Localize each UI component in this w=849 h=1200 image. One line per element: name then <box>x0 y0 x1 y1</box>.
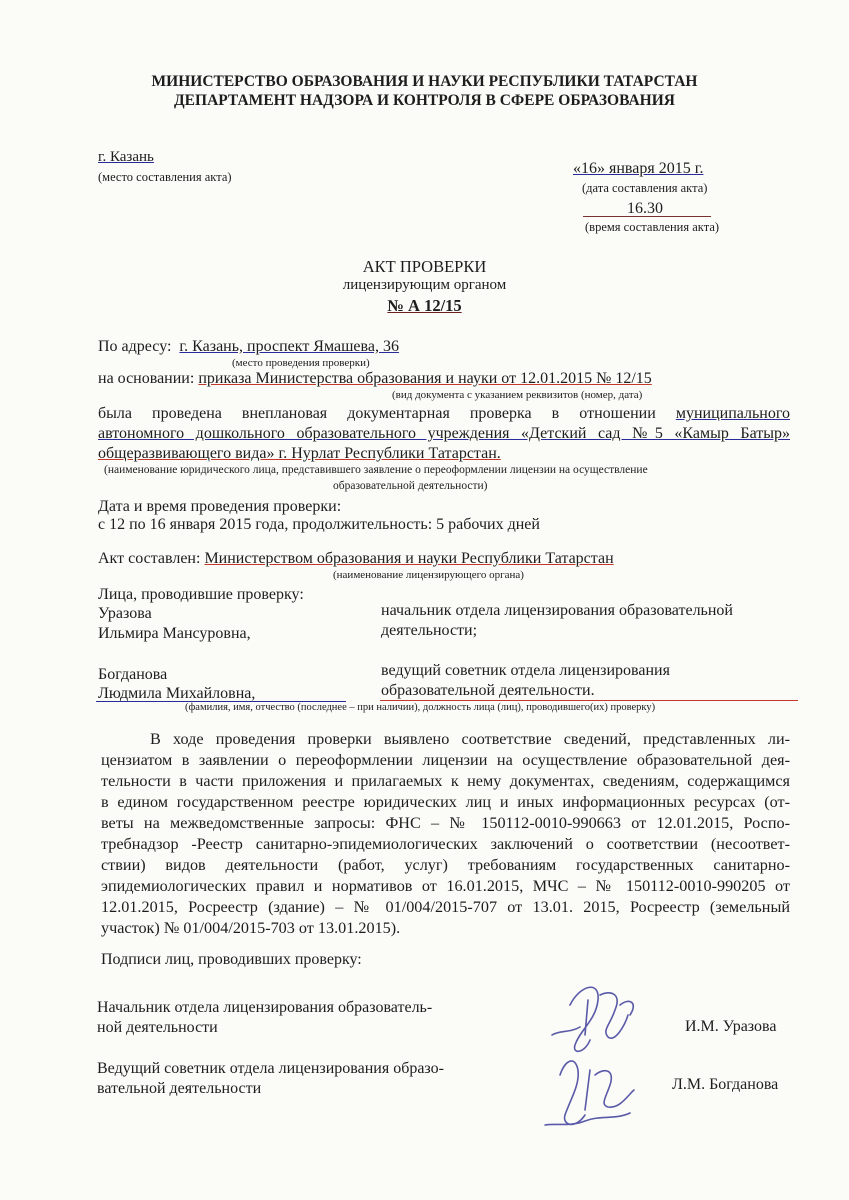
signer-1-name: И.М. Уразова <box>685 1018 777 1035</box>
time-caption: (время составления акта) <box>585 220 720 234</box>
act-number: № А 12/15 <box>387 296 462 315</box>
inspection-line-2: автономного дошкольного образовательного учреждения «Детский сад №5 «Камыр Батыр» <box>98 425 790 442</box>
handwritten-signatures <box>530 975 650 1145</box>
signer-2-name: Л.М. Богданова <box>672 1076 779 1093</box>
place-caption: (место составления акта) <box>98 170 232 184</box>
address-caption: (место проведения проверки) <box>232 357 370 369</box>
act-title: АКТ ПРОВЕРКИ <box>362 257 487 276</box>
signature-2-tail <box>545 1113 630 1125</box>
signer-1-position-2: ной деятельности <box>97 1019 218 1036</box>
act-subtitle: лицензирующим органом <box>342 277 507 293</box>
date-caption: (дата составления акта) <box>582 181 708 195</box>
person-1-position-1: начальник отдела лицензирования образовательной <box>381 602 733 619</box>
findings-line-3: тельности в части приложения и прилагаемых к нему документах, сведениям, содержащимся <box>101 772 790 790</box>
signer-1-position-1: Начальник отдела лицензирования образователь- <box>97 999 433 1016</box>
findings-line-6: требнадзор -Реестр санитарно-эпидемиологических заключений о соответствии (несоответ- <box>101 835 790 853</box>
signer-2-position-1: Ведущий советник отдела лицензирования образо- <box>97 1060 444 1077</box>
person-2-position-1: ведущий советник отдела лицензирования <box>381 662 670 679</box>
findings-line-5: веты на межведомственные запросы: ФНС – № 150112-0010-990663 от 12.01.2015, Роспо- <box>101 814 790 832</box>
signatures-label: Подписи лиц, проводивших проверку: <box>101 951 362 968</box>
findings-line-10: участок) № 01/004/2015-703 от 13.01.2015). <box>101 919 401 937</box>
findings-line-8: эпидемиологических правил и нормативов от 16.01.2015, МЧС – № 150112-0010-990205 от <box>101 877 790 895</box>
period-value: с 12 по 16 января 2015 года, продолжительность: 5 рабочих дней <box>98 516 540 533</box>
inspection-caption-2: образовательной деятельности) <box>333 480 488 492</box>
address-line: По адресу: г. Казань, проспект Ямашева, 36 <box>98 338 399 355</box>
basis-line: на основании: приказа Министерства образования и науки от 12.01.2015 № 12/15 <box>98 370 652 387</box>
basis-caption: (вид документа с указанием реквизитов (номер, дата) <box>392 389 643 401</box>
person-1-position-2: деятельности; <box>381 622 478 639</box>
date-value: «16» января 2015 г. <box>573 160 704 177</box>
findings-line-1: В ходе проведения проверки выявлено соответствие сведений, представленных ли- <box>150 730 790 748</box>
person-1-name: Ильмира Мансуровна, <box>98 625 251 642</box>
findings-line-7: ствии) видов деятельности (работ, услуг) требованиям государственных санитарно- <box>101 856 790 874</box>
time-underline <box>583 216 711 217</box>
place-value: г. Казань <box>98 149 154 165</box>
person-2-surname: Богданова <box>98 666 168 683</box>
findings-line-4: в едином государственном реестре юридических лиц и иных информационных ресурсах (от- <box>101 793 790 811</box>
persons-label: Лица, проводившие проверку: <box>98 586 304 603</box>
compiled-line: Акт составлен: Министерством образования и науки Республики Татарстан <box>98 550 614 567</box>
inspection-line-1: была проведена внеплановая документарная проверка в отношении муниципального <box>98 405 790 422</box>
department-title: ДЕПАРТАМЕНТ НАДЗОРА И КОНТРОЛЯ В СФЕРЕ ОБРАЗОВАНИЯ <box>174 92 675 109</box>
findings-line-9: 12.01.2015, Росреестр (здание) – № 01/004/2015-707 от 13.01. 2015, Росреестр (земельный <box>101 898 790 916</box>
person-2-name: Людмила Михайловна, <box>98 685 256 702</box>
person-2-position-2: образовательной деятельности. <box>381 682 595 699</box>
signature-1-stroke <box>570 987 628 1051</box>
persons-underline-right <box>380 700 798 701</box>
person-1-surname: Уразова <box>98 605 152 622</box>
time-value: 16.30 <box>627 200 663 217</box>
period-label: Дата и время проведения проверки: <box>98 498 342 515</box>
inspection-line-3: общеразвивающего вида» г. Нурлат Республики Татарстан. <box>98 445 501 462</box>
inspection-caption-1: (наименование юридического лица, представившего заявление о переоформлении лицензии на осуществление <box>104 464 648 476</box>
signer-2-position-2: вательной деятельности <box>97 1080 262 1097</box>
compiled-caption: (наименование лицензирующего органа) <box>333 569 524 581</box>
findings-line-2: цензиатом в заявлении о переоформлении лицензии на осуществление образовательной дея- <box>101 751 790 769</box>
ministry-title: МИНИСТЕРСТВО ОБРАЗОВАНИЯ И НАУКИ РЕСПУБЛИКИ ТАТАРСТАН <box>151 73 698 90</box>
persons-caption: (фамилия, имя, отчество (последнее – при наличии), должность лица (лиц), проводившего(их) проверку) <box>185 702 656 713</box>
